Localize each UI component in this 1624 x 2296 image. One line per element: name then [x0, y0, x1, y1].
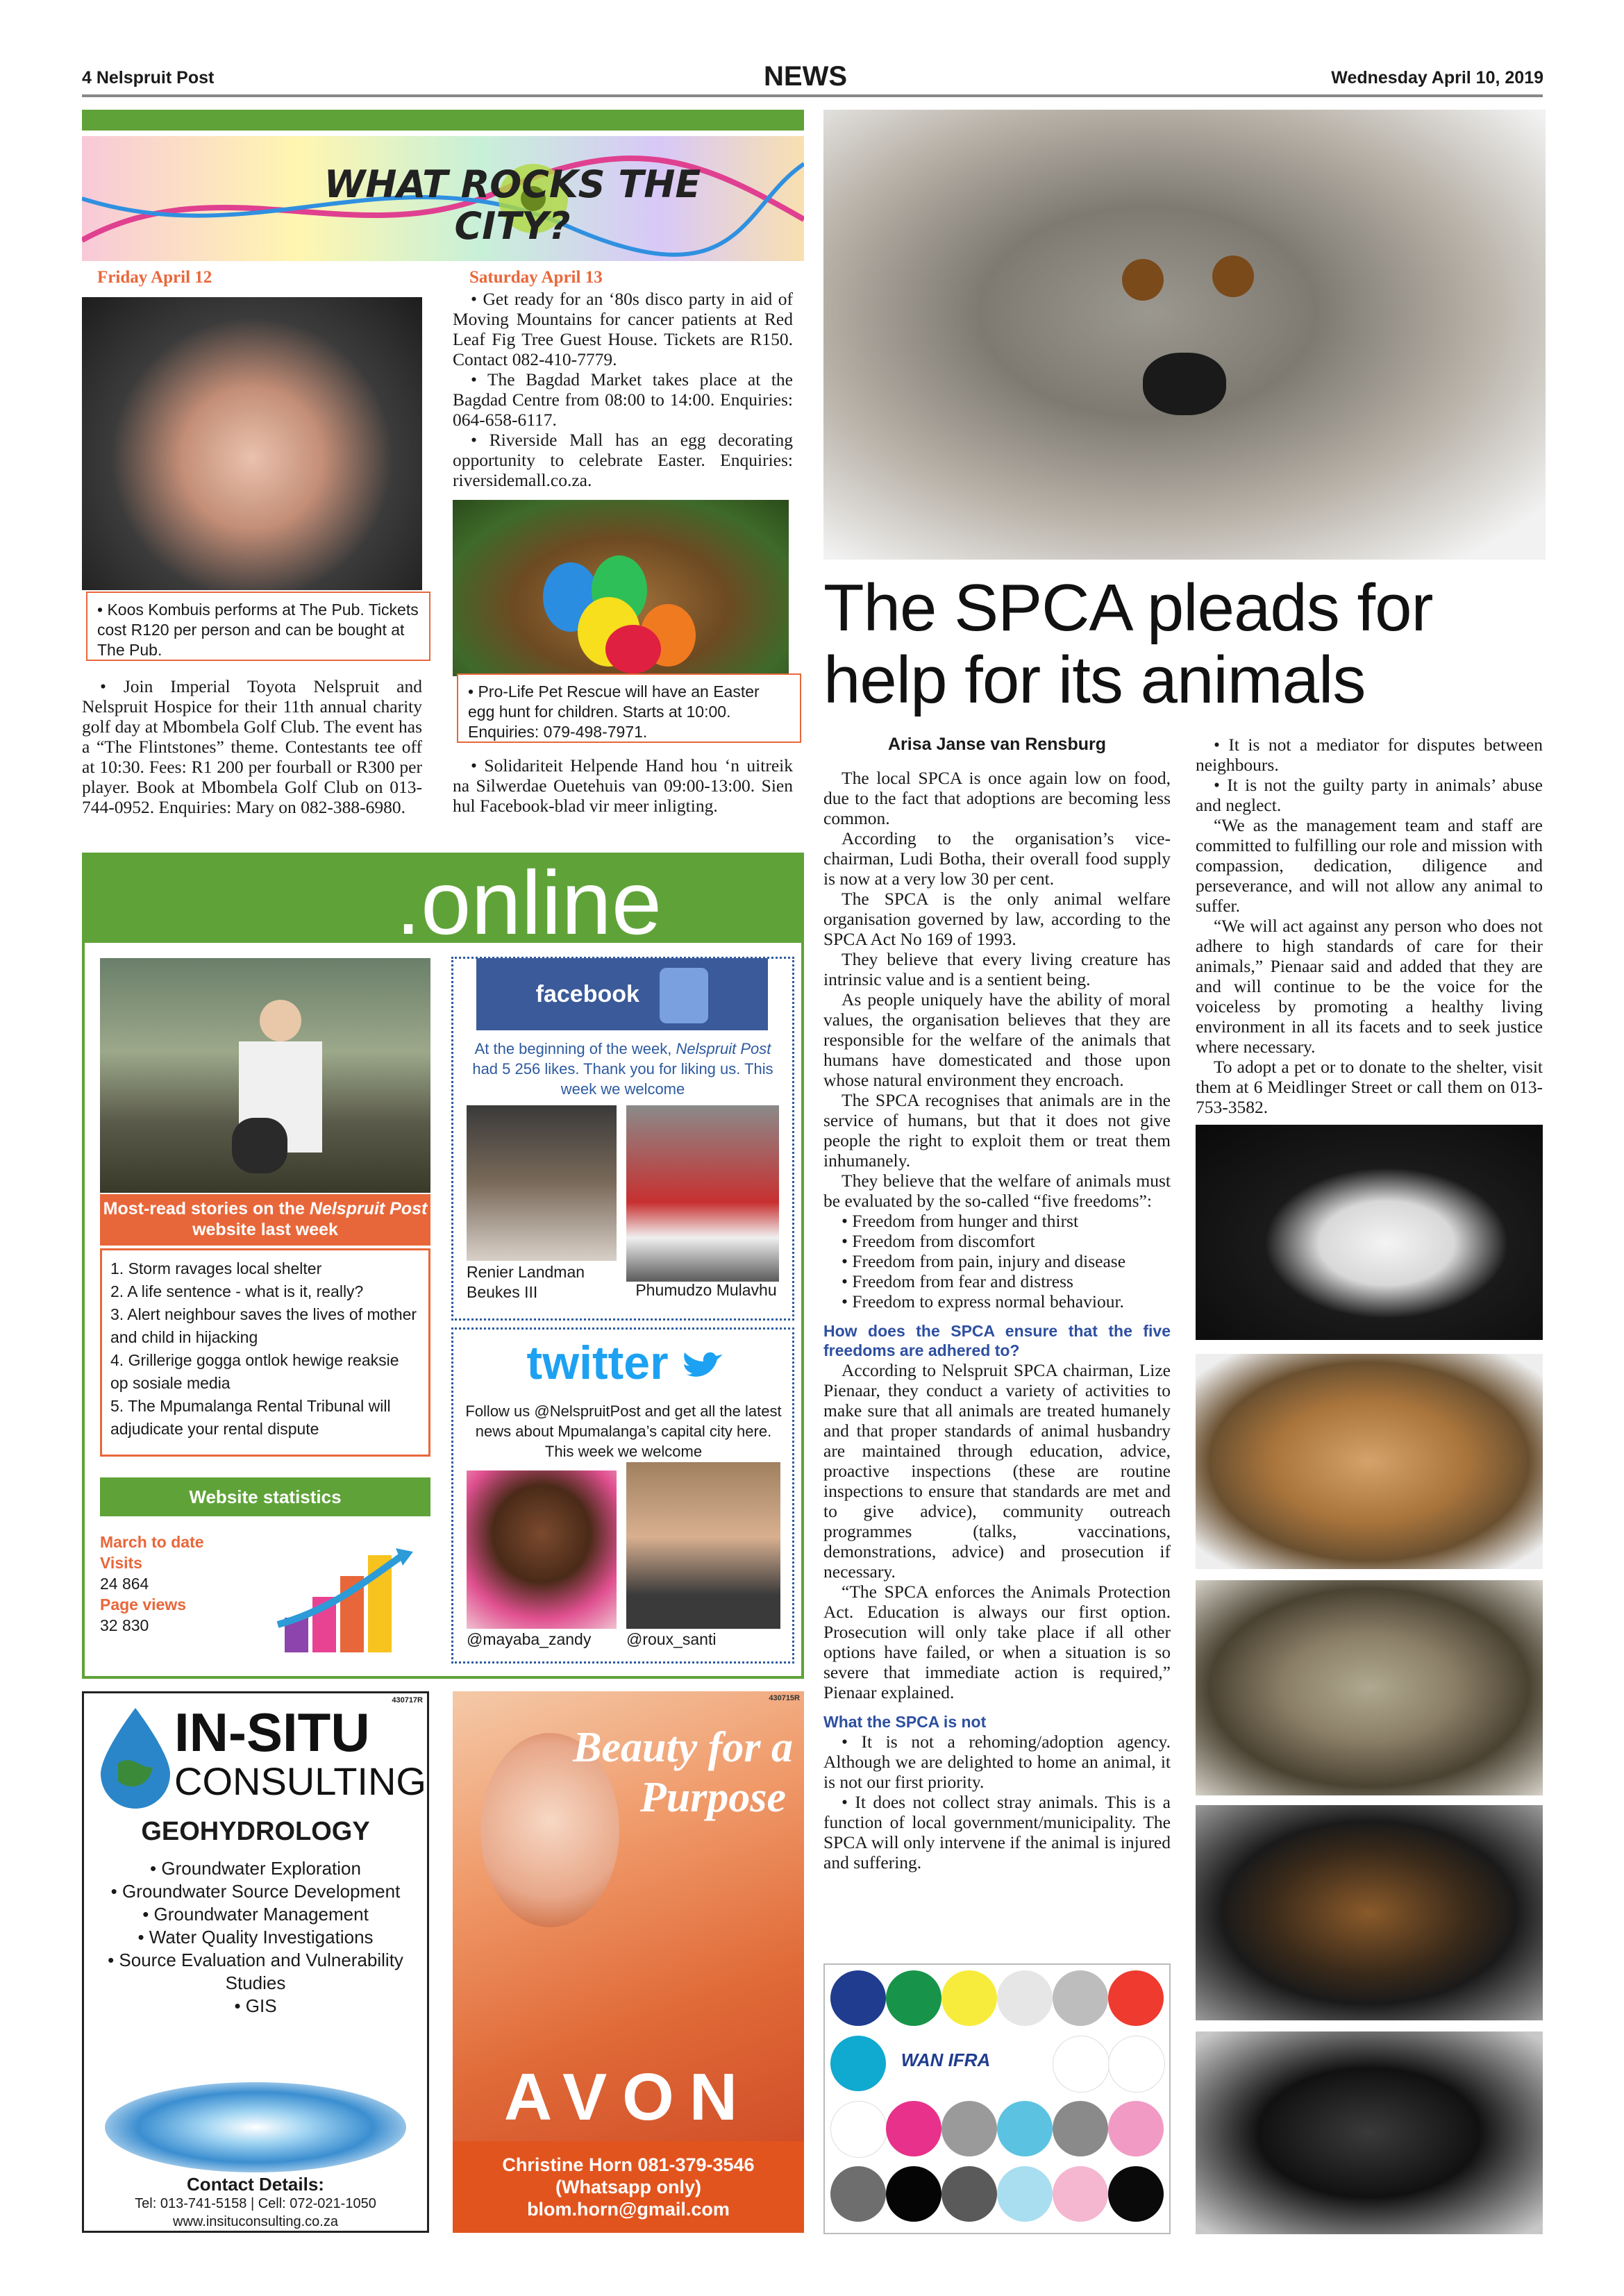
- colour-dot: [941, 2166, 997, 2222]
- insitu-service: • Groundwater Exploration: [150, 1858, 361, 1879]
- colour-dot: [1108, 2166, 1164, 2222]
- insitu-ad: [82, 1691, 429, 2233]
- article-paragraph: They believe that the welfare of animals must be evaluated by the so-called “five freedoms”:: [823, 1171, 1171, 1211]
- avon-contact-note: (Whatsapp only): [555, 2177, 701, 2197]
- colour-dot: [997, 1970, 1053, 2026]
- colour-dot: [830, 1970, 886, 2026]
- article-paragraph: According to Nelspruit SPCA chairman, Lize Pienaar, they conduct a variety of activities to make sure that all animals are treated humanely and that proper standards of animal husbandry are maintained through education, advice, proactive inspections (these are routine inspections to ensure that standards are met and to give advice), community outreach programmes (talks, vaccinations, demonstrations, advice) and prosecution if necessary.: [823, 1360, 1171, 1582]
- dog-eye-right: [1212, 255, 1254, 297]
- shelter-storm-photo: [100, 958, 430, 1193]
- stats-heading: Website statistics: [100, 1477, 430, 1516]
- article-paragraph: “We as the management team and staff are committed to fulfilling our role and mission with compassion, dedication, diligence and perseverance, and will not allow any animal to suffer.: [1196, 815, 1543, 916]
- saturday-item: • Riverside Mall has an egg decorating opportunity to celebrate Easter. Enquiries: riversidemall.co.za.: [453, 430, 793, 490]
- article-subhead: What the SPCA is not: [823, 1713, 987, 1731]
- fb-person-name-1: Renier Landman Beukes III: [467, 1263, 585, 1301]
- most-read-item[interactable]: 5. The Mpumalanga Rental Tribunal will adjudicate your rental dispute: [110, 1397, 391, 1438]
- rocks-top-bar: [82, 110, 804, 131]
- article-paragraph: The local SPCA is once again low on food, due to the fact that adoptions are becoming less common.: [823, 768, 1171, 828]
- article-paragraph: As people uniquely have the ability of moral values, the organisation believes that they are responsible for the welfare of the animals that humans have domesticated and those upon whose natural environment they encroach.: [823, 989, 1171, 1090]
- shepherd-dog-photo: [1196, 1354, 1543, 1569]
- most-read-list: [100, 1248, 430, 1457]
- dog-eye-left: [1122, 259, 1164, 301]
- colour-dot: [830, 2036, 886, 2091]
- wan-ifra-logo: WAN IFRA: [901, 2050, 991, 2070]
- insitu-services: [98, 1857, 413, 2018]
- colour-dot: [1108, 1970, 1164, 2026]
- online-title: .online: [396, 852, 662, 953]
- stats-views-value: 32 830: [100, 1616, 149, 1634]
- tabby-cat-photo: [1196, 1580, 1543, 1795]
- insitu-name-1: IN-SITU: [174, 1702, 370, 1763]
- tw-person-photo-1: [467, 1470, 617, 1629]
- twitter-bird-icon: [681, 1349, 723, 1384]
- colour-dot: [1108, 2101, 1164, 2156]
- avon-contact-band: [453, 2141, 804, 2233]
- fb-person-name-2: Phumudzo Mulavhu: [635, 1281, 777, 1299]
- freedom-item: • Freedom from discomfort: [842, 1231, 1035, 1251]
- avon-brand: AVON: [503, 2060, 753, 2134]
- insitu-contact-head: Contact Details:: [187, 2174, 324, 2195]
- header-rule: [82, 94, 1543, 97]
- article-paragraph: “The SPCA enforces the Animals Protection Act. Education is always our first option. Prosecution will only take place if all other options have failed, or when a situation is so severe that immediate action is required,” Pienaar explained.: [823, 1582, 1171, 1702]
- thumbs-up-icon: [660, 968, 708, 1023]
- article-paragraph: They believe that every living creature has intrinsic value and is a sentient being.: [823, 949, 1171, 989]
- twitter-logo-text: twitter: [526, 1336, 669, 1389]
- issue-date: Wednesday April 10, 2019: [1331, 68, 1543, 87]
- article-subhead: How does the SPCA ensure that the five freedoms are adhered to?: [823, 1322, 1171, 1359]
- most-read-item[interactable]: 2. A life sentence - what is it, really?: [110, 1282, 364, 1300]
- insitu-service: • Water Quality Investigations: [137, 1927, 374, 1947]
- saturday-item: • The Bagdad Market takes place at the Bagdad Centre from 08:00 to 14:00. Enquiries: 064-658-6117.: [453, 369, 793, 430]
- colour-dot: [886, 2101, 941, 2156]
- colour-dot: [1053, 2166, 1108, 2222]
- article-paragraph: “We will act against any person who does not adhere to high standards of care for their animals,” Pienaar said and added that they are and will continue to be the voice for the voiceless by promoting a healthy living environment in all its facets and to seek justice where necessary.: [1196, 916, 1543, 1057]
- tw-person-handle-2[interactable]: @roux_santi: [626, 1630, 717, 1648]
- freedom-item: • Freedom from fear and distress: [842, 1271, 1073, 1291]
- colour-dot: [886, 1970, 941, 2026]
- water-ripple-image: [105, 2082, 406, 2172]
- black-cat-photo: [1196, 2031, 1543, 2234]
- friday-text: • Join Imperial Toyota Nelspruit and Nelspruit Hospice for their 11th annual charity golf day at Mbombela Golf Club. The event has a “The Flintstones” theme. Contestants tee off at 10:30. Fees: R1 200 per fourball or R300 per player. Book at Mbombela Golf Club on 013-744-0952. Enquiries: Mary on 082-388-6980.: [82, 676, 422, 817]
- colour-dot: [1108, 2036, 1165, 2093]
- avon-contact-name: Christine Horn 081-379-3546: [502, 2154, 755, 2175]
- friday-caption: • Koos Kombuis performs at The Pub. Tickets cost R120 per person and can be bought at The Pub.: [86, 592, 430, 661]
- saturday-item: • Get ready for an ‘80s disco party in aid of Moving Mountains for cancer patients at Red Leaf Fig Tree Guest House. Tickets are R150. Contact 082-410-7779.: [453, 289, 793, 369]
- colour-dot: [941, 2101, 997, 2156]
- insitu-service: • GIS: [234, 1995, 277, 2016]
- black-white-cat-photo: [1196, 1125, 1543, 1340]
- article-paragraph: • It does not collect stray animals. This is a function of local government/municipality. The SPCA will only intervene if the animal is injured and suffering.: [823, 1792, 1171, 1872]
- article-col2: [1196, 735, 1543, 1117]
- fb-person-photo-1: [467, 1105, 617, 1261]
- article-headline: The SPCA pleads for help for its animals: [823, 571, 1433, 717]
- stats-visits-label: Visits: [100, 1554, 142, 1572]
- colour-dot: [941, 1970, 997, 2026]
- colour-dot: [1053, 2036, 1110, 2093]
- insitu-name-2: CONSULTING: [174, 1759, 426, 1803]
- avon-tagline-1: Beauty for a: [573, 1724, 793, 1771]
- twitter-text: Follow us @NelspruitPost and get all the latest news about Mpumalanga’s capital city here. This week we welcome: [465, 1402, 782, 1460]
- article-paragraph: • It is not a rehoming/adoption agency. Although we are delighted to home an animal, it is not our first priority.: [823, 1732, 1171, 1792]
- avon-tagline-2: Purpose: [639, 1774, 786, 1821]
- article-paragraph: The SPCA recognises that animals are in the service of humans, but that it does not give people the right to exploit them or treat them inhumanely.: [823, 1090, 1171, 1171]
- facebook-logo[interactable]: [476, 958, 768, 1030]
- saturday-heading: Saturday April 13: [469, 268, 603, 287]
- insitu-service: • Groundwater Management: [142, 1904, 369, 1925]
- avon-ad-code: 430715R: [769, 1694, 800, 1702]
- article-paragraph: • It is not the guilty party in animals’ abuse and neglect.: [1196, 775, 1543, 815]
- tw-person-photo-2: [626, 1462, 780, 1629]
- most-read-heading: Most-read stories on the Nelspruit Post website last week: [100, 1194, 430, 1246]
- insitu-contact-tel: Tel: 013-741-5158 | Cell: 072-021-1050: [135, 2196, 376, 2211]
- colour-dot: [997, 2166, 1053, 2222]
- stats-block: [100, 1532, 281, 1636]
- saturday-list: [453, 289, 793, 490]
- spca-dog-main-photo: [823, 110, 1546, 560]
- section-title: NEWS: [764, 61, 847, 92]
- fb-person-photo-2: [626, 1105, 779, 1282]
- koos-kombuis-photo: [82, 297, 422, 590]
- page-number: 4 Nelspruit Post: [82, 68, 215, 87]
- article-paragraph: The SPCA is the only animal welfare organisation governed by law, according to the SPCA Act No 169 of 1993.: [823, 889, 1171, 949]
- stats-visits-value: 24 864: [100, 1575, 149, 1593]
- most-read-item[interactable]: 4. Grillerige gogga ontlok hewige reaksie op sosiale media: [110, 1351, 399, 1392]
- insitu-contact-web[interactable]: www.insituconsulting.co.za: [173, 2214, 338, 2229]
- insitu-service: • Source Evaluation and Vulnerability Studies: [108, 1950, 403, 1993]
- freedom-item: • Freedom to express normal behaviour.: [842, 1291, 1124, 1312]
- colour-dot: [886, 2166, 941, 2222]
- facebook-logo-text: facebook: [535, 981, 639, 1007]
- freedom-item: • Freedom from pain, injury and disease: [842, 1251, 1126, 1271]
- facebook-text: At the beginning of the week, Nelspruit Post had 5 256 likes. Thank you for liking us. This week we welcome: [472, 1040, 773, 1098]
- stats-period: March to date: [100, 1533, 204, 1551]
- rocks-banner: [82, 136, 804, 261]
- most-read-item[interactable]: 3. Alert neighbour saves the lives of mother and child in hijacking: [110, 1305, 417, 1346]
- water-drop-globe-icon: [94, 1704, 177, 1809]
- article-paragraph: To adopt a pet or to donate to the shelter, visit them at 6 Meidlinger Street or call them on 013-753-3582.: [1196, 1057, 1543, 1117]
- stats-views-label: Page views: [100, 1595, 187, 1614]
- insitu-subtitle: GEOHYDROLOGY: [141, 1817, 370, 1846]
- insitu-service: • Groundwater Source Development: [110, 1881, 401, 1902]
- friday-heading: Friday April 12: [97, 268, 212, 287]
- article-paragraph: According to the organisation’s vice-chairman, Ludi Botha, their overall food supply is now at a very low 30 per cent.: [823, 828, 1171, 889]
- saturday-caption: • Pro-Life Pet Rescue will have an Easter egg hunt for children. Starts at 10:00. Enquiries: 079-498-7971.: [457, 673, 801, 743]
- colour-dot: [997, 2101, 1053, 2156]
- most-read-item[interactable]: 1. Storm ravages local shelter: [110, 1259, 322, 1277]
- colour-dot: [830, 2101, 887, 2158]
- easter-eggs-photo: [453, 500, 789, 676]
- saturday-text: • Solidariteit Helpende Hand hou ‘n uitreik na Silwerdae Ouetehuis van 09:00-13:00. Sien hul Facebook-blad vir meer inligting.: [453, 755, 793, 816]
- article-byline: Arisa Janse van Rensburg: [887, 735, 1106, 754]
- rocks-banner-title: WHAT ROCKS THE CITY?: [324, 162, 701, 248]
- twitter-logo[interactable]: [500, 1332, 750, 1394]
- insitu-ad-code: 430717R: [392, 1696, 423, 1704]
- avon-ad: [453, 1691, 804, 2233]
- colour-test-strip: [823, 1963, 1171, 2234]
- freedom-item: • Freedom from hunger and thirst: [842, 1211, 1079, 1231]
- article-paragraph: • It is not a mediator for disputes between neighbours.: [1196, 735, 1543, 775]
- article-col1: [823, 768, 1171, 1872]
- dog-nose: [1143, 353, 1226, 415]
- colour-dot: [1053, 1970, 1108, 2026]
- small-dog-photo: [1196, 1805, 1543, 2020]
- avon-contact-email[interactable]: blom.horn@gmail.com: [527, 2199, 730, 2220]
- colour-dot: [830, 2166, 886, 2222]
- tw-person-handle-1[interactable]: @mayaba_zandy: [467, 1630, 592, 1648]
- colour-dot: [1053, 2101, 1108, 2156]
- growth-chart-icon: [271, 1541, 424, 1659]
